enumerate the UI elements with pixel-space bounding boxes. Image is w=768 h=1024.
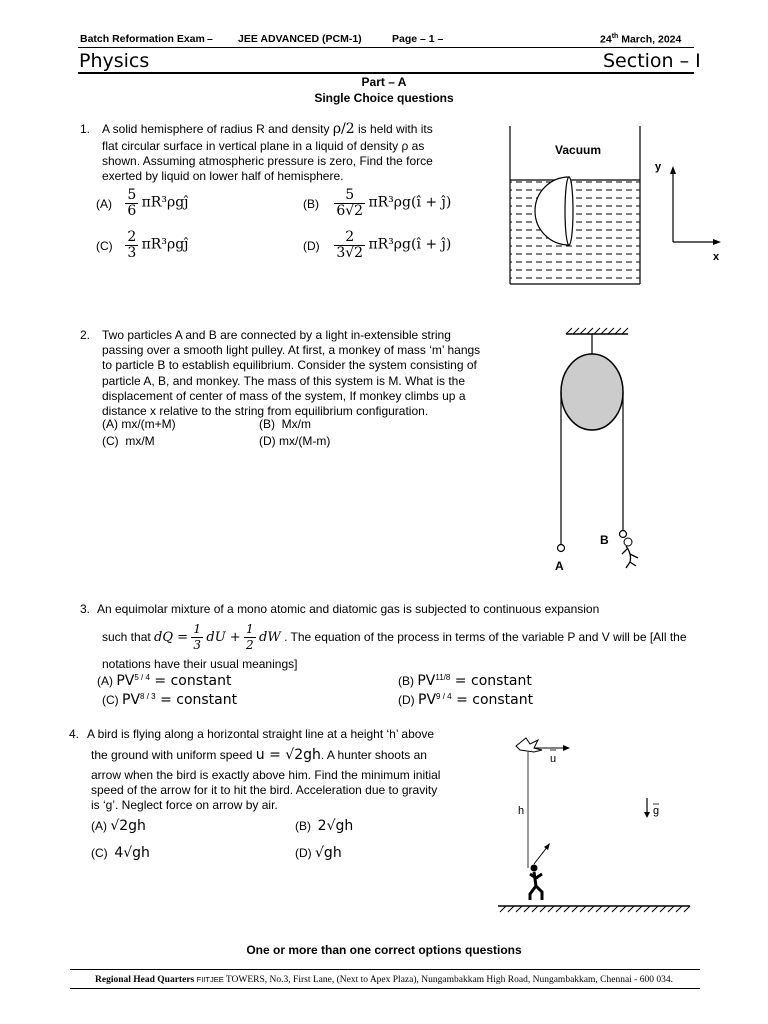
particle-b	[620, 531, 627, 538]
monkey-icon	[622, 538, 638, 568]
q3-option-b[interactable]: (B) $PV^{11/8}$ = constant	[398, 673, 532, 689]
ground	[498, 906, 690, 912]
label-a: A	[555, 559, 564, 573]
arrow-shot	[534, 843, 550, 864]
hunter-icon	[530, 865, 542, 901]
exam-name: Batch Reformation Exam	[80, 33, 205, 45]
q1-option-c[interactable]: (C) $\frac{2}{3}$ πR³ρgĵ	[96, 229, 189, 261]
footer-address: Regional Head Quarters FIITJEE TOWERS, No.3, First Lane, (Next to Apex Plaza), Nungambakkam High Road, Nungambakkam, Chennai - 600 034.	[95, 975, 673, 985]
gravity-arrow	[644, 798, 650, 818]
bird-icon	[516, 738, 542, 752]
q4-option-a[interactable]: (A) √2gh	[91, 818, 146, 834]
h-label: h	[518, 805, 525, 817]
part-heading: Part – A	[361, 75, 407, 89]
q3-number: 3.	[80, 602, 91, 616]
q4-option-b[interactable]: (B) 2√gh	[295, 818, 354, 834]
q3-line-3: notations have their usual meanings]	[102, 657, 298, 671]
q4-text: arrow when the bird is exactly above him. Find the minimum initial speed of the arrow for it to hit the bird. Acceleration due to gravity is ‘g’. Neglect force on arrow by air.	[91, 768, 441, 813]
q2-text: Two particles A and B are connected by a light in-extensible string passing over a smooth light pulley. At first, a monkey of mass ‘m’ hangs to particle B to establish equilibrium. Consider the system consisting of particle A, B, and monkey. The mass of this system is M. What is the displacement of center of mass of the system, If monkey climbs up a distance x relative to the string from equilibrium configuration.	[102, 328, 481, 419]
q4-number: 4.	[69, 727, 80, 741]
u-label: u	[550, 753, 557, 765]
q3-option-a[interactable]: (A) $PV^{5 / 4}$ = constant	[97, 673, 232, 689]
q3-option-d[interactable]: (D) $PV^{9 / 4}$ = constant	[398, 692, 534, 708]
exam-date: 24th March, 2024	[600, 33, 682, 46]
q1-line-1: A solid hemisphere of radius R and density ρ/2 is held with its	[102, 121, 433, 137]
q1-option-d[interactable]: (D) $\frac{2}{3√2}$ πR³ρg(î + ĵ)	[303, 229, 452, 261]
q1-text: flat circular surface in vertical plane in a liquid of density ρ as shown. Assuming atmospheric pressure is zero, Find the force exerted by liquid on lower half of hemisphere.	[102, 139, 433, 184]
q4-figure	[490, 728, 700, 918]
q4-line-2: the ground with uniform speed u = √2gh. A hunter shoots an	[91, 747, 427, 763]
q2-option-a[interactable]: (A) mx/(m+M)	[102, 417, 176, 431]
axes	[670, 166, 721, 245]
q4-option-c[interactable]: (C) 4√gh	[91, 845, 150, 861]
ceiling	[566, 328, 628, 334]
vacuum-label: Vacuum	[555, 143, 602, 157]
pulley	[561, 354, 623, 430]
footer-rule-top	[70, 969, 700, 970]
header-rule	[78, 47, 694, 48]
g-label: g	[653, 805, 660, 817]
x-axis-label: x	[713, 251, 720, 263]
q2-option-b[interactable]: (B) Mx/m	[259, 417, 311, 431]
subject-title: Physics	[79, 50, 150, 72]
footer-rule-bottom	[70, 988, 700, 989]
next-section-heading: One or more than one correct options questions	[246, 943, 522, 957]
part-subheading: Single Choice questions	[314, 91, 454, 105]
header-dash: –	[207, 33, 213, 45]
section-title: Section – I	[603, 50, 701, 72]
q2-number: 2.	[80, 328, 91, 342]
particle-a	[558, 545, 565, 552]
q1-option-a[interactable]: (A) $\frac{5}{6}$ πR³ρgĵ	[96, 187, 189, 219]
q2-option-c[interactable]: (C) mx/M	[102, 434, 155, 448]
q1-number: 1.	[80, 122, 91, 136]
q3-line-2: such that dQ = $\frac{1}{3}$ dU + $\frac{1}{2}$ dW . The equation of the process in terms of the variable P and V will be [All the	[102, 622, 687, 652]
q1-option-b[interactable]: (B) $\frac{5}{6√2}$ πR³ρg(î + ĵ)	[303, 187, 452, 219]
q2-figure	[540, 322, 660, 580]
q1-figure	[505, 122, 735, 292]
y-axis-label: y	[655, 161, 662, 173]
q3-option-c[interactable]: (C) $PV^{8 / 3}$ = constant	[102, 692, 238, 708]
q2-option-d[interactable]: (D) mx/(M-m)	[259, 434, 331, 448]
q3-line-1: An equimolar mixture of a mono atomic and diatomic gas is subjected to continuous expansion	[97, 602, 600, 616]
subject-rule	[78, 72, 694, 74]
page-number: Page – 1 –	[392, 33, 444, 45]
label-b: B	[600, 533, 609, 547]
q4-line-1: A bird is flying along a horizontal straight line at a height ‘h’ above	[87, 727, 435, 741]
q4-option-d[interactable]: (D) √gh	[295, 845, 342, 861]
paper-name: JEE ADVANCED (PCM-1)	[238, 33, 362, 45]
